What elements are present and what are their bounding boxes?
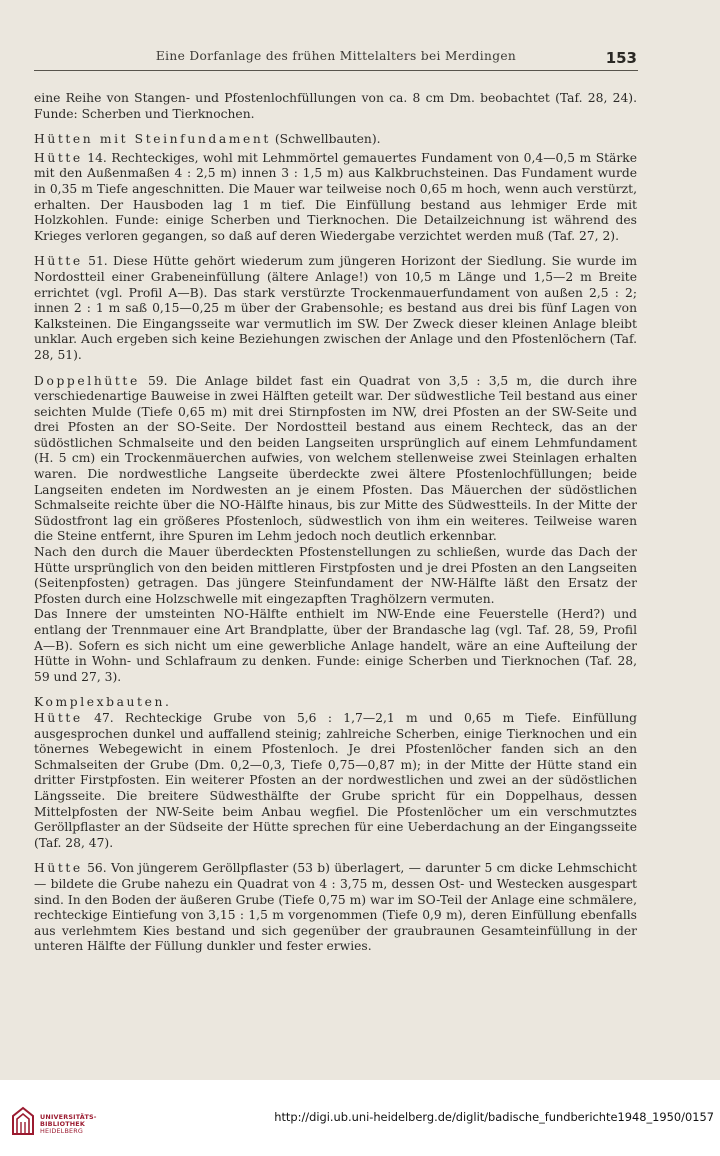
paragraph <box>34 545 637 607</box>
paragraph <box>34 607 637 685</box>
logo-line: BIBLIOTHEK <box>40 1120 86 1129</box>
paragraph <box>34 151 637 245</box>
body-text <box>34 91 637 955</box>
section-heading <box>34 132 637 148</box>
university-seal-icon <box>10 1106 36 1136</box>
entry-lead: Hütte <box>34 710 83 725</box>
section-heading-spaced: Hütten mit Steinfundament <box>34 132 271 147</box>
paragraph <box>34 374 637 546</box>
paragraph <box>34 91 637 122</box>
library-logo-text <box>40 1114 97 1136</box>
paragraph-text: 59. Die Anlage bildet fast ein Quadrat von 3,5 : 3,5 m, die durch ihre verschiedenartige Bauweise in zwei Hälften geteilt war. Der südwestliche Teil bestand aus einer seichten Mulde (Tiefe 0,65 m) mit drei Stirnpfosten im NW, drei Pfosten an der SW-Seite und drei Pfosten an der SO-Seite. Der Nordostteil bestand aus einem Rechteck, das an der südöstlichen Schmalseite und den beiden Langseiten ursprünglich auf einem Lehmfundament (H. 5 cm) ein Trockenmäuerchen aufwies, von welchem stellenweise zwei Steinlagen erhalten waren. Die nordwestliche Langseite überdeckte zwei ältere Pfostenlochfüllungen; beide Langseiten endeten im Nordwesten an je einem Pfosten. Das Mäuerchen der südöstlichen Schmalseite reichte über die NO-Hälfte hinaus, bis zur Mitte des Südwestteils. In der Mitte der Südostfront lag ein größeres Pfostenloch, südwestlich von ihm ein weiteres. Teilweise waren die Steine entfernt, ihre Spuren im Lehm jedoch noch deutlich erkennbar. <box>34 373 637 544</box>
entry-lead: Hütte <box>34 254 83 269</box>
paragraph-text: 51. Diese Hütte gehört wiederum zum jüngeren Horizont der Siedlung. Sie wurde im Nordostteil einer Grabeneinfüllung (ältere Anlage!) von 10,5 m Länge und 1,5—2 m Breite errichtet (vgl. Profil A—B). Das stark verstürzte Trockenmauerfundament von außen 2,5 : 2; innen 2 : 1 m saß 0,15—0,25 m über der Grabensohle; es bestand aus drei bis fünf Lagen von Kalksteinen. Die Eingangsseite war vermutlich im SW. Der Zweck dieser kleinen Anlage bleibt unklar. Auch ergeben sich keine Beziehungen zwischen der Anlage und den Pfostenlöchern (Taf. 28, 51). <box>34 254 637 362</box>
section-heading-rest: (Schwellbauten). <box>270 132 381 147</box>
paragraph-text: 47. Rechteckige Grube von 5,6 : 1,7—2,1 m und 0,65 m Tiefe. Einfüllung ausgesprochen dunkel und auffallend steinig; zahlreiche Scherben, einige Tierknochen und ein tönernes Webegewicht in einem Pfostenloch. Je drei Pfostenlöcher fanden sich an den Schmalseiten der Grube (Dm. 0,2—0,3, Tiefe 0,75—0,87 m); in der Mitte der Hütte stand ein dritter Firstpfosten. Ein weiterer Pfosten an der nordwestlichen und zwei an der südöstlichen Längsseite. Die breitere Südwesthälfte der Grube spricht für ein Doppelhaus, dessen Mittelpfosten der NW-Seite beim Anbau wegfiel. Die Pfostenlöcher um ein verschmutztes Geröllpflaster an der Südseite der Hütte sprechen für eine Ueberdachung an der Eingangsseite (Taf. 28, 47). <box>34 710 637 850</box>
paragraph-text: 14. Rechteckiges, wohl mit Lehmmörtel gemauertes Fundament von 0,4—0,5 m Stärke mit den Außenmaßen 4 : 2,5 m) innen 3 : 1,5 m) aus Kalkbruchsteinen. Das Fundament wurde in 0,35 m Tiefe angeschnitten. Die Mauer war teilweise noch 0,65 m hoch, wenn auch verstürzt, erhalten. Der Hausboden lag 1 m tief. Die Einfüllung bestand aus lehmiger Erde mit Holzkohlen. Funde: einige Scherben und Tierknochen. Die Detailzeichnung ist während des Krieges verloren gegangen, so daß auf deren Wiedergabe verzichtet werden muß (Taf. 27, 2). <box>34 150 637 243</box>
paragraph-text: eine Reihe von Stangen- und Pfostenlochfüllungen von ca. 8 cm Dm. beobachtet (Taf. 28, 24). Funde: Scherben und Tierknochen. <box>34 91 637 121</box>
logo-line: UNIVERSITÄTS- <box>40 1113 97 1121</box>
page-number: 153 <box>605 49 637 67</box>
source-url-link[interactable]: http://digi.ub.uni-heidelberg.de/diglit/badische_fundberichte1948_1950/0157 <box>274 1110 714 1124</box>
section-heading <box>34 695 637 711</box>
entry-lead: Hütte <box>34 150 83 165</box>
footer-bar <box>0 1080 720 1156</box>
entry-lead: Doppelhütte <box>34 373 140 388</box>
paragraph-text: 56. Von jüngerem Geröllpflaster (53 b) überlagert, — darunter 5 cm dicke Lehmschicht — bildete die Grube nahezu ein Quadrat von 4 : 3,75 m, dessen Ost- und Westecken ausgespart sind. In den Boden der äußeren Grube (Tiefe 0,75 m) war im SO-Teil der Anlage eine schmälere, rechteckige Eintiefung von 3,15 : 1,5 m vorgenommen (Tiefe 0,9 m), deren Einfüllung ebenfalls aus verlehmtem Kies bestand und sich gegenüber der graubraunen Gesamteinfüllung in der unteren Hälfte der Füllung dunkler und fester erwies. <box>34 861 637 954</box>
section-heading-text: Komplexbauten. <box>34 695 172 710</box>
running-title: Eine Dorfanlage des frühen Mittelalters bei Merdingen <box>155 49 517 63</box>
header-rule <box>34 70 638 71</box>
entry-lead: Hütte <box>34 861 83 876</box>
paragraph <box>34 254 637 363</box>
paragraph <box>34 861 637 955</box>
logo-line: HEIDELBERG <box>40 1127 84 1136</box>
paragraph-text: Nach den durch die Mauer überdeckten Pfostenstellungen zu schließen, wurde das Dach der Hütte ursprünglich von den beiden mittleren Firstpfosten und je drei Pfosten an den Langseiten (Seitenpfosten) getragen. Das jüngere Steinfundament der NW-Hälfte läßt den Ersatz der Pfosten durch eine Holzschwelle mit eingezapften Traghölzern vermuten. <box>34 545 637 606</box>
paragraph-text: Das Innere der umsteinten NO-Hälfte enthielt im NW-Ende eine Feuerstelle (Herd?) und entlang der Trennmauer eine Art Brandplatte, über der Brandasche lag (vgl. Taf. 28, 59, Profil A—B). Sofern es sich nicht um eine gewerbliche Anlage handelt, wäre an eine Aufteilung der Hütte in Wohn- und Schlafraum zu denken. Funde: einige Scherben und Tierknochen (Taf. 28, 59 und 27, 3). <box>34 607 637 684</box>
paragraph <box>34 711 637 851</box>
